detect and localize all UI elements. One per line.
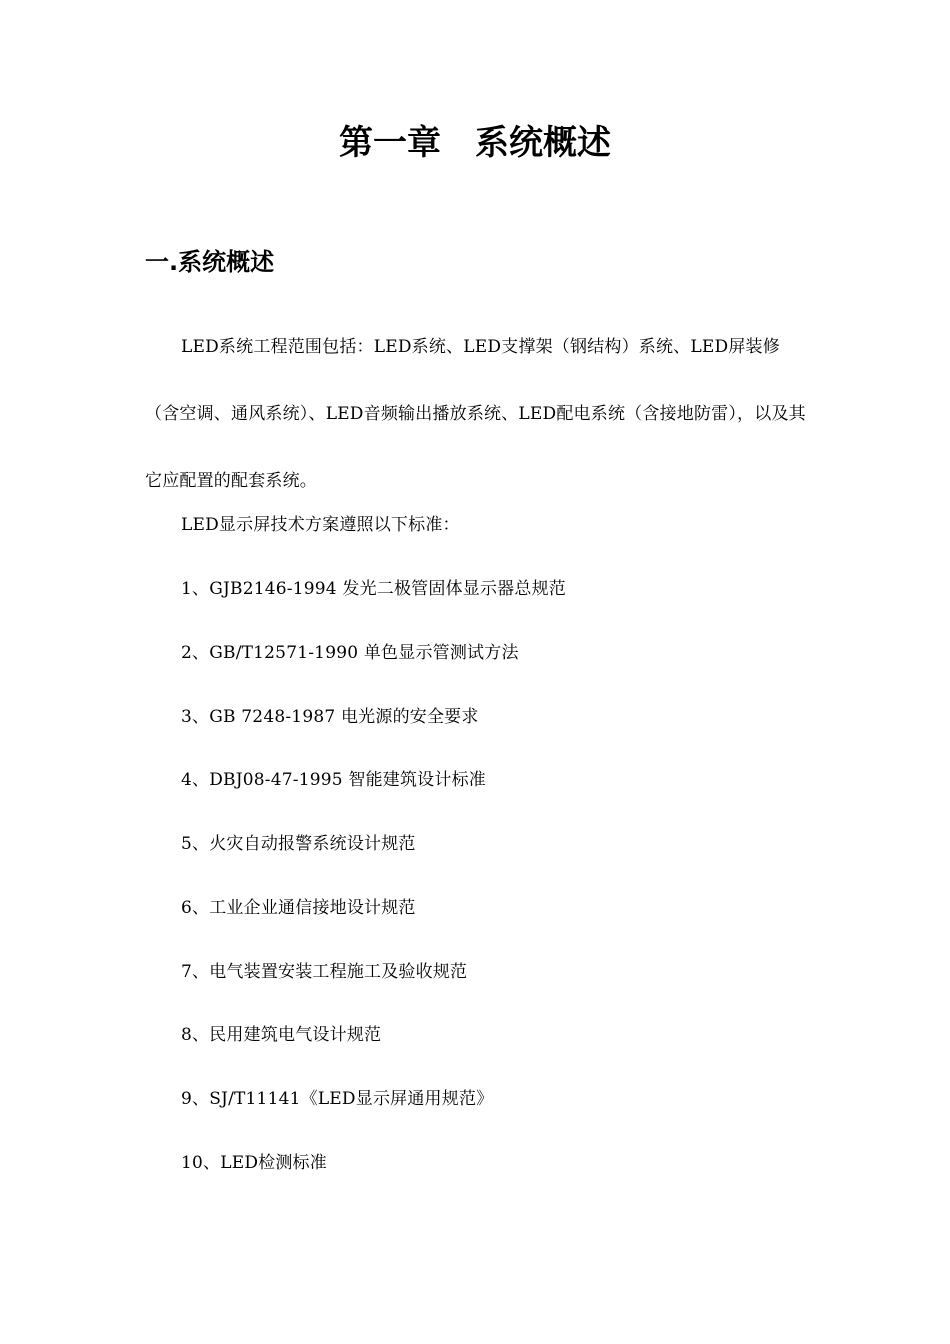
standard-item-4: 4、DBJ08-47-1995 智能建筑设计标准: [181, 770, 486, 790]
standard-item-8: 8、民用建筑电气设计规范: [181, 1025, 382, 1045]
standard-item-5: 5、火灾自动报警系统设计规范: [181, 834, 416, 854]
standards-intro: LED显示屏技术方案遵照以下标准：: [181, 515, 460, 535]
standard-item-3: 3、GB 7248-1987 电光源的安全要求: [181, 707, 479, 727]
standard-item-10: 10、LED检测标准: [181, 1153, 327, 1173]
intro-paragraph: LED系统工程范围包括：LED系统、LED支撑架（钢结构）系统、LED屏装修（含空调、通风系统）、LED音频输出播放系统、LED配电系统（含接地防雷），以及其它应配置的配套系统。: [145, 337, 806, 491]
standard-item-2: 2、GB/T12571-1990 单色显示管测试方法: [181, 643, 519, 663]
standard-item-9: 9、SJ/T11141《LED显示屏通用规范》: [181, 1089, 494, 1109]
chapter-title: 第一章 系统概述: [339, 123, 611, 163]
standard-item-1: 1、GJB2146-1994 发光二极管固体显示器总规范: [181, 579, 566, 599]
standard-item-6: 6、工业企业通信接地设计规范: [181, 898, 416, 918]
section-heading: 一.系统概述: [145, 248, 275, 276]
standard-item-7: 7、电气装置安装工程施工及验收规范: [181, 962, 468, 982]
